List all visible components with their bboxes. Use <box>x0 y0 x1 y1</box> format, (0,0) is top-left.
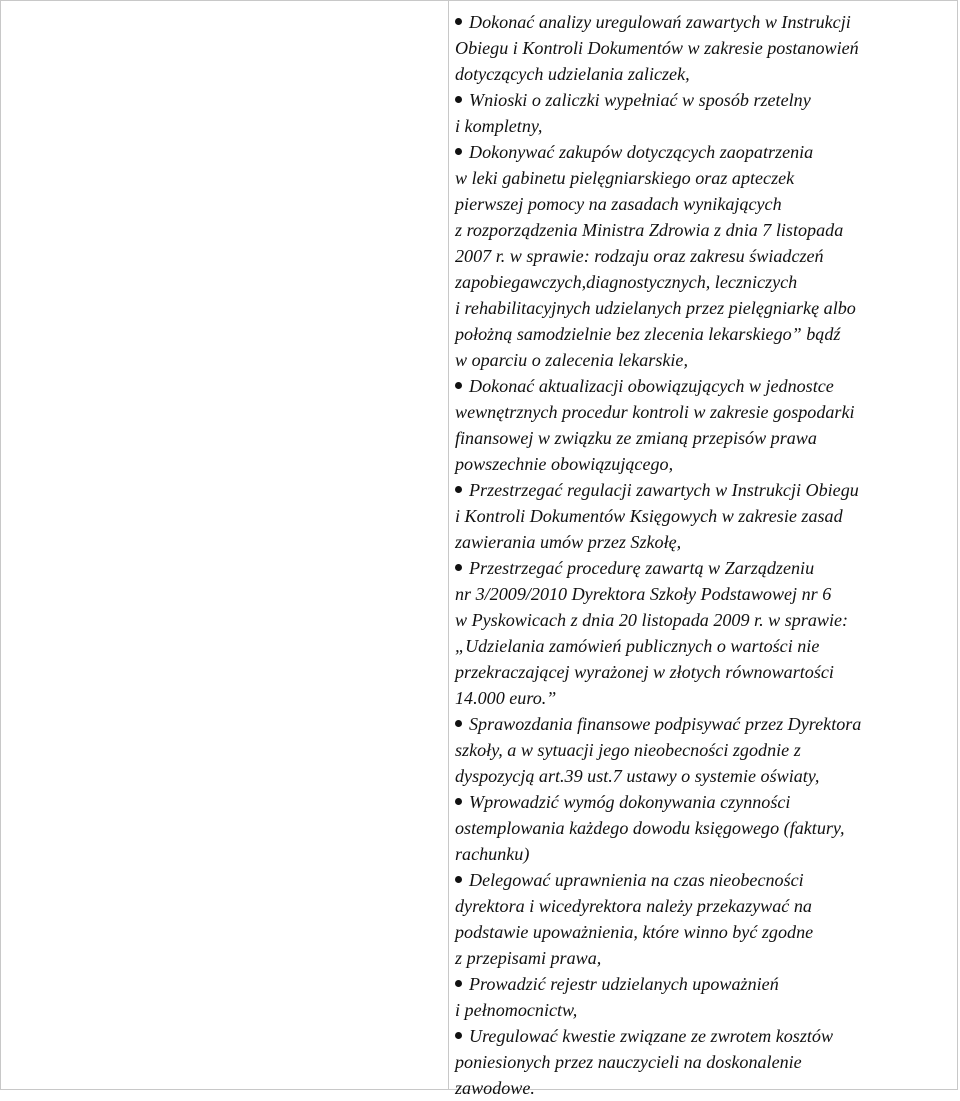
recommendations-list <box>450 1 957 1101</box>
list-item-text: Dokonać analizy uregulowań zawartych w Instrukcji Obiegu i Kontroli Dokumentów w zakresie postanowień dotyczących udzielania zaliczek, <box>455 12 859 84</box>
list-item-text: Dokonywać zakupów dotyczących zaopatrzenia w leki gabinetu pielęgniarskiego oraz apteczek pierwszej pomocy na zasadach wynikających z rozporządzenia Ministra Zdrowia z dnia 7 listopada 2007 r. w sprawie: rodzaju oraz zakresu świadczeń zapobiegawczych,diagnostycznych, leczniczych i rehabilitacyjnych udzielanych przez pielęgniarkę albo położną samodzielnie bez zlecenia lekarskiego” bądź w oparciu o zalecenia lekarskie, <box>455 142 856 370</box>
bullet-icon <box>455 798 462 805</box>
list-item <box>455 9 957 87</box>
bullet-icon <box>455 980 462 987</box>
bullet-icon <box>455 382 462 389</box>
list-item-text: Przestrzegać regulacji zawartych w Instrukcji Obiegu i Kontroli Dokumentów Księgowych w zakresie zasad zawierania umów przez Szkołę, <box>455 480 859 552</box>
bullet-icon <box>455 18 462 25</box>
list-item-text: Dokonać aktualizacji obowiązujących w jednostce wewnętrznych procedur kontroli w zakresie gospodarki finansowej w związku ze zmianą przepisów prawa powszechnie obowiązującego, <box>455 376 855 474</box>
list-item-text: Delegować uprawnienia na czas nieobecności dyrektora i wicedyrektora należy przekazywać na podstawie upoważnienia, które winno być zgodne z przepisami prawa, <box>455 870 814 968</box>
left-empty-cell <box>1 1 449 1089</box>
bullet-icon <box>455 564 462 571</box>
bullet-icon <box>455 720 462 727</box>
list-item <box>455 139 957 373</box>
list-item <box>455 477 957 555</box>
list-item <box>455 789 957 867</box>
bullet-icon <box>455 96 462 103</box>
bullet-icon <box>455 876 462 883</box>
list-item-text: Wnioski o zaliczki wypełniać w sposób rzetelny i kompletny, <box>455 90 811 136</box>
bullet-icon <box>455 486 462 493</box>
list-item <box>455 373 957 477</box>
list-item-text: Prowadzić rejestr udzielanych upoważnień i pełnomocnictw, <box>455 974 779 1020</box>
list-item <box>455 867 957 971</box>
recommendations-cell <box>450 1 957 1098</box>
list-item <box>455 971 957 1023</box>
list-item <box>455 555 957 711</box>
list-item-text: Uregulować kwestie związane ze zwrotem kosztów poniesionych przez nauczycieli na doskonalenie zawodowe. <box>455 1026 834 1098</box>
list-item-text: Sprawozdania finansowe podpisywać przez Dyrektora szkoły, a w sytuacji jego nieobecności zgodnie z dyspozycją art.39 ust.7 ustawy o systemie oświaty, <box>455 714 862 786</box>
bullet-icon <box>455 1032 462 1039</box>
list-item-text: Wprowadzić wymóg dokonywania czynności ostemplowania każdego dowodu księgowego (faktury, rachunku) <box>455 792 845 864</box>
list-item <box>455 87 957 139</box>
bullet-icon <box>455 148 462 155</box>
list-item <box>455 1023 957 1101</box>
list-item <box>455 711 957 789</box>
list-item-text: Przestrzegać procedurę zawartą w Zarządzeniu nr 3/2009/2010 Dyrektora Szkoły Podstawowej nr 6 w Pyskowicach z dnia 20 listopada 2009 r. w sprawie: „Udzielania zamówień publicznych o wartości nie przekraczającej wyrażonej w złotych równowartości 14.000 euro.” <box>455 558 849 708</box>
